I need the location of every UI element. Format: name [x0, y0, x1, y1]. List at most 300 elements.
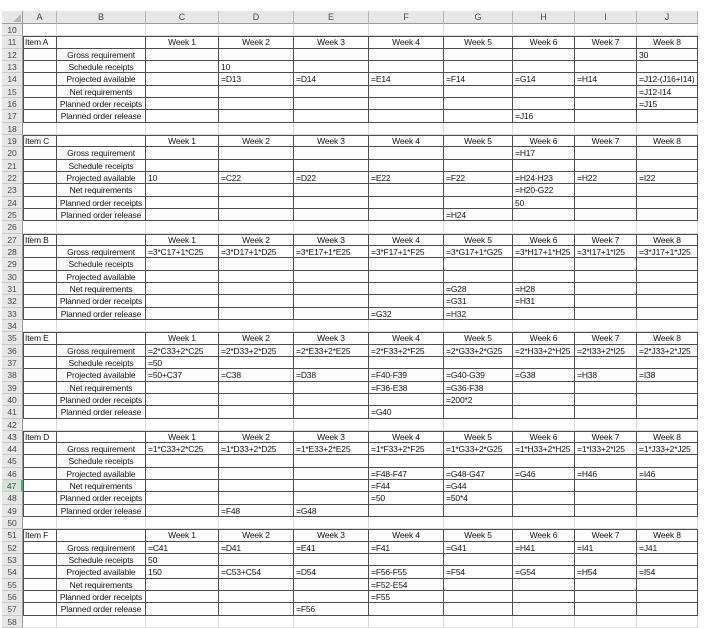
- cell-B18[interactable]: [57, 123, 146, 135]
- cell-A19[interactable]: Item C: [23, 135, 57, 147]
- cell-A28[interactable]: [23, 246, 57, 258]
- cell-I40[interactable]: [575, 394, 637, 406]
- cell-E13[interactable]: [294, 61, 369, 73]
- cell-G15[interactable]: [444, 86, 513, 98]
- cell-C47[interactable]: [146, 480, 219, 492]
- row-header-34[interactable]: 34: [2, 320, 23, 332]
- cell-F19[interactable]: Week 4: [369, 135, 444, 147]
- cell-F12[interactable]: [369, 49, 444, 61]
- cell-C56[interactable]: [146, 591, 219, 603]
- cell-A52[interactable]: [23, 542, 57, 554]
- cell-F27[interactable]: Week 4: [369, 234, 444, 246]
- cell-D17[interactable]: [219, 110, 294, 122]
- cell-F37[interactable]: [369, 357, 444, 369]
- cell-A17[interactable]: [23, 110, 57, 122]
- cell-D57[interactable]: [219, 603, 294, 615]
- cell-C40[interactable]: [146, 394, 219, 406]
- cell-A27[interactable]: Item B: [23, 234, 57, 246]
- cell-I30[interactable]: [575, 271, 637, 283]
- cell-J16[interactable]: =J15: [637, 98, 698, 110]
- row-header-21[interactable]: 21: [2, 160, 23, 172]
- cell-J17[interactable]: [637, 110, 698, 122]
- cell-B47[interactable]: Net requirements: [57, 480, 146, 492]
- cell-J28[interactable]: =3*J17+1*J25: [637, 246, 698, 258]
- cell-C24[interactable]: [146, 197, 219, 209]
- cell-B50[interactable]: [57, 517, 146, 529]
- cell-D21[interactable]: [219, 160, 294, 172]
- cell-A16[interactable]: [23, 98, 57, 110]
- column-header-A[interactable]: A: [23, 11, 57, 24]
- cell-F57[interactable]: [369, 603, 444, 615]
- cell-E46[interactable]: [294, 468, 369, 480]
- cell-J11[interactable]: Week 8: [637, 36, 698, 48]
- cell-C31[interactable]: [146, 283, 219, 295]
- cell-B25[interactable]: Planned order release: [57, 209, 146, 221]
- cell-G13[interactable]: [444, 61, 513, 73]
- cell-F29[interactable]: [369, 258, 444, 270]
- cell-A41[interactable]: [23, 406, 57, 418]
- cell-C32[interactable]: [146, 295, 219, 307]
- row-header-16[interactable]: 16: [2, 98, 23, 110]
- cell-I32[interactable]: [575, 295, 637, 307]
- cell-A51[interactable]: Item F: [23, 529, 57, 541]
- row-header-56[interactable]: 56: [2, 591, 23, 603]
- cell-E23[interactable]: [294, 184, 369, 196]
- cell-G16[interactable]: [444, 98, 513, 110]
- cell-H39[interactable]: [513, 382, 575, 394]
- cell-B14[interactable]: Projected available: [57, 73, 146, 85]
- cell-H37[interactable]: [513, 357, 575, 369]
- cell-B29[interactable]: Schedule receipts: [57, 258, 146, 270]
- cell-G47[interactable]: =G44: [444, 480, 513, 492]
- cell-C52[interactable]: =C41: [146, 542, 219, 554]
- cell-J58[interactable]: [637, 616, 698, 628]
- row-header-14[interactable]: 14: [2, 73, 23, 85]
- cell-A14[interactable]: [23, 73, 57, 85]
- cell-J27[interactable]: Week 8: [637, 234, 698, 246]
- cell-G11[interactable]: Week 5: [444, 36, 513, 48]
- column-header-B[interactable]: B: [57, 11, 146, 24]
- cell-B24[interactable]: Planned order receipts: [57, 197, 146, 209]
- cell-B52[interactable]: Gross requirement: [57, 542, 146, 554]
- cell-C29[interactable]: [146, 258, 219, 270]
- cell-I23[interactable]: [575, 184, 637, 196]
- row-header-38[interactable]: 38: [2, 369, 23, 381]
- cell-I51[interactable]: Week 7: [575, 529, 637, 541]
- cell-G57[interactable]: [444, 603, 513, 615]
- row-header-31[interactable]: 31: [2, 283, 23, 295]
- cell-B54[interactable]: Projected available: [57, 566, 146, 578]
- cell-A30[interactable]: [23, 271, 57, 283]
- cell-I44[interactable]: =1*I33+2*I25: [575, 443, 637, 455]
- cell-H51[interactable]: Week 6: [513, 529, 575, 541]
- cell-E43[interactable]: Week 3: [294, 431, 369, 443]
- cell-C37[interactable]: =50: [146, 357, 219, 369]
- cell-H35[interactable]: Week 6: [513, 332, 575, 344]
- cell-I37[interactable]: [575, 357, 637, 369]
- cell-F15[interactable]: [369, 86, 444, 98]
- cell-D28[interactable]: =3*D17+1*D25: [219, 246, 294, 258]
- cell-J50[interactable]: [637, 517, 698, 529]
- cell-D48[interactable]: [219, 492, 294, 504]
- cell-C33[interactable]: [146, 308, 219, 320]
- cell-E45[interactable]: [294, 455, 369, 467]
- cell-E32[interactable]: [294, 295, 369, 307]
- cell-D36[interactable]: =2*D33+2*D25: [219, 345, 294, 357]
- cell-B53[interactable]: Schedule receipts: [57, 554, 146, 566]
- cell-J30[interactable]: [637, 271, 698, 283]
- cell-D30[interactable]: [219, 271, 294, 283]
- cell-B20[interactable]: Gross requirement: [57, 147, 146, 159]
- row-header-27[interactable]: 27: [2, 234, 23, 246]
- cell-A11[interactable]: Item A: [23, 36, 57, 48]
- cell-J52[interactable]: =J41: [637, 542, 698, 554]
- cell-A29[interactable]: [23, 258, 57, 270]
- cell-I31[interactable]: [575, 283, 637, 295]
- row-header-53[interactable]: 53: [2, 554, 23, 566]
- cell-I42[interactable]: [575, 419, 637, 431]
- cell-C49[interactable]: [146, 505, 219, 517]
- cell-G42[interactable]: [444, 419, 513, 431]
- cell-F58[interactable]: [369, 616, 444, 628]
- cell-C22[interactable]: 10: [146, 172, 219, 184]
- cell-F52[interactable]: =F41: [369, 542, 444, 554]
- cell-G50[interactable]: [444, 517, 513, 529]
- cell-A55[interactable]: [23, 579, 57, 591]
- cell-J26[interactable]: [637, 221, 698, 233]
- cell-F44[interactable]: =1*F33+2*F25: [369, 443, 444, 455]
- row-header-17[interactable]: 17: [2, 110, 23, 122]
- cell-H53[interactable]: [513, 554, 575, 566]
- cell-F32[interactable]: [369, 295, 444, 307]
- cell-I11[interactable]: Week 7: [575, 36, 637, 48]
- cell-I48[interactable]: [575, 492, 637, 504]
- cell-D24[interactable]: [219, 197, 294, 209]
- cell-E48[interactable]: [294, 492, 369, 504]
- cell-F49[interactable]: [369, 505, 444, 517]
- row-header-49[interactable]: 49: [2, 505, 23, 517]
- cell-D55[interactable]: [219, 579, 294, 591]
- row-header-33[interactable]: 33: [2, 308, 23, 320]
- cell-J57[interactable]: [637, 603, 698, 615]
- cell-I43[interactable]: Week 7: [575, 431, 637, 443]
- cell-D23[interactable]: [219, 184, 294, 196]
- cell-A54[interactable]: [23, 566, 57, 578]
- cell-H50[interactable]: [513, 517, 575, 529]
- cell-J39[interactable]: [637, 382, 698, 394]
- cell-E21[interactable]: [294, 160, 369, 172]
- cell-E14[interactable]: =D14: [294, 73, 369, 85]
- cell-C46[interactable]: [146, 468, 219, 480]
- cell-D45[interactable]: [219, 455, 294, 467]
- cell-A20[interactable]: [23, 147, 57, 159]
- cell-B27[interactable]: [57, 234, 146, 246]
- cell-F18[interactable]: [369, 123, 444, 135]
- cell-D43[interactable]: Week 2: [219, 431, 294, 443]
- cell-F23[interactable]: [369, 184, 444, 196]
- cell-A47[interactable]: [23, 480, 57, 492]
- row-header-12[interactable]: 12: [2, 49, 23, 61]
- cell-G21[interactable]: [444, 160, 513, 172]
- cell-I50[interactable]: [575, 517, 637, 529]
- cell-F14[interactable]: =E14: [369, 73, 444, 85]
- cell-B16[interactable]: Planned order receipts: [57, 98, 146, 110]
- cell-E34[interactable]: [294, 320, 369, 332]
- cell-A35[interactable]: Item E: [23, 332, 57, 344]
- cell-D15[interactable]: [219, 86, 294, 98]
- cell-G53[interactable]: [444, 554, 513, 566]
- cell-B40[interactable]: Planned order receipts: [57, 394, 146, 406]
- cell-J56[interactable]: [637, 591, 698, 603]
- cell-F40[interactable]: [369, 394, 444, 406]
- cell-C58[interactable]: [146, 616, 219, 628]
- cell-F45[interactable]: [369, 455, 444, 467]
- cell-G51[interactable]: Week 5: [444, 529, 513, 541]
- cell-C43[interactable]: Week 1: [146, 431, 219, 443]
- cell-D13[interactable]: 10: [219, 61, 294, 73]
- cell-J32[interactable]: [637, 295, 698, 307]
- cell-I15[interactable]: [575, 86, 637, 98]
- cell-D12[interactable]: [219, 49, 294, 61]
- cell-I53[interactable]: [575, 554, 637, 566]
- cell-J31[interactable]: [637, 283, 698, 295]
- cell-F26[interactable]: [369, 221, 444, 233]
- cell-E20[interactable]: [294, 147, 369, 159]
- row-header-32[interactable]: 32: [2, 295, 23, 307]
- cell-A13[interactable]: [23, 61, 57, 73]
- cell-E27[interactable]: Week 3: [294, 234, 369, 246]
- cell-H57[interactable]: [513, 603, 575, 615]
- cell-H30[interactable]: [513, 271, 575, 283]
- cell-C44[interactable]: =1*C33+2*C25: [146, 443, 219, 455]
- cell-H52[interactable]: =H41: [513, 542, 575, 554]
- cell-C23[interactable]: [146, 184, 219, 196]
- cell-D11[interactable]: Week 2: [219, 36, 294, 48]
- cell-A46[interactable]: [23, 468, 57, 480]
- cell-J24[interactable]: [637, 197, 698, 209]
- cell-J22[interactable]: =I22: [637, 172, 698, 184]
- row-header-52[interactable]: 52: [2, 542, 23, 554]
- cell-H43[interactable]: Week 6: [513, 431, 575, 443]
- cell-F51[interactable]: Week 4: [369, 529, 444, 541]
- row-header-45[interactable]: 45: [2, 455, 23, 467]
- cell-D37[interactable]: [219, 357, 294, 369]
- row-header-24[interactable]: 24: [2, 197, 23, 209]
- cell-B49[interactable]: Planned order release: [57, 505, 146, 517]
- cell-C27[interactable]: Week 1: [146, 234, 219, 246]
- cell-E41[interactable]: [294, 406, 369, 418]
- row-header-44[interactable]: 44: [2, 443, 23, 455]
- cell-A23[interactable]: [23, 184, 57, 196]
- row-header-48[interactable]: 48: [2, 492, 23, 504]
- cell-G14[interactable]: =F14: [444, 73, 513, 85]
- cell-H22[interactable]: =H24-H23: [513, 172, 575, 184]
- cell-B46[interactable]: Projected available: [57, 468, 146, 480]
- cell-B48[interactable]: Planned order receipts: [57, 492, 146, 504]
- cell-D51[interactable]: Week 2: [219, 529, 294, 541]
- cell-A36[interactable]: [23, 345, 57, 357]
- cell-C16[interactable]: [146, 98, 219, 110]
- cell-A18[interactable]: [23, 123, 57, 135]
- cell-I58[interactable]: [575, 616, 637, 628]
- cell-B45[interactable]: Schedule receipts: [57, 455, 146, 467]
- cell-A34[interactable]: [23, 320, 57, 332]
- cell-I12[interactable]: [575, 49, 637, 61]
- cell-F42[interactable]: [369, 419, 444, 431]
- cell-H10[interactable]: [513, 24, 575, 36]
- cell-B21[interactable]: Schedule receipts: [57, 160, 146, 172]
- cell-A57[interactable]: [23, 603, 57, 615]
- cell-C15[interactable]: [146, 86, 219, 98]
- cell-G54[interactable]: =F54: [444, 566, 513, 578]
- cell-F34[interactable]: [369, 320, 444, 332]
- cell-I38[interactable]: =H38: [575, 369, 637, 381]
- cell-E11[interactable]: Week 3: [294, 36, 369, 48]
- cell-H20[interactable]: =H17: [513, 147, 575, 159]
- cell-H55[interactable]: [513, 579, 575, 591]
- cell-E15[interactable]: [294, 86, 369, 98]
- cell-H38[interactable]: =G38: [513, 369, 575, 381]
- cell-G20[interactable]: [444, 147, 513, 159]
- cell-G48[interactable]: =50*4: [444, 492, 513, 504]
- cell-B26[interactable]: [57, 221, 146, 233]
- cell-G52[interactable]: =G41: [444, 542, 513, 554]
- cell-D46[interactable]: [219, 468, 294, 480]
- cell-B41[interactable]: Planned order release: [57, 406, 146, 418]
- cell-G35[interactable]: Week 5: [444, 332, 513, 344]
- cell-I46[interactable]: =H46: [575, 468, 637, 480]
- cell-D33[interactable]: [219, 308, 294, 320]
- cell-D53[interactable]: [219, 554, 294, 566]
- row-header-28[interactable]: 28: [2, 246, 23, 258]
- cell-E50[interactable]: [294, 517, 369, 529]
- cell-B55[interactable]: Net requirements: [57, 579, 146, 591]
- cell-A12[interactable]: [23, 49, 57, 61]
- cell-F47[interactable]: =F44: [369, 480, 444, 492]
- row-header-46[interactable]: 46: [2, 468, 23, 480]
- cell-A31[interactable]: [23, 283, 57, 295]
- cell-H54[interactable]: =G54: [513, 566, 575, 578]
- cell-G23[interactable]: [444, 184, 513, 196]
- cell-J14[interactable]: =J12-(J16+I14): [637, 73, 698, 85]
- cell-D47[interactable]: [219, 480, 294, 492]
- cell-F56[interactable]: =F55: [369, 591, 444, 603]
- cell-C12[interactable]: [146, 49, 219, 61]
- row-header-25[interactable]: 25: [2, 209, 23, 221]
- cell-E10[interactable]: [294, 24, 369, 36]
- cell-C34[interactable]: [146, 320, 219, 332]
- cell-F13[interactable]: [369, 61, 444, 73]
- cell-H28[interactable]: =3*H17+1*H25: [513, 246, 575, 258]
- cell-H12[interactable]: [513, 49, 575, 61]
- cell-C48[interactable]: [146, 492, 219, 504]
- cell-G41[interactable]: [444, 406, 513, 418]
- cell-B32[interactable]: Planned order receipts: [57, 295, 146, 307]
- cell-B13[interactable]: Schedule receipts: [57, 61, 146, 73]
- cell-D38[interactable]: =C38: [219, 369, 294, 381]
- cell-J20[interactable]: [637, 147, 698, 159]
- cell-J51[interactable]: Week 8: [637, 529, 698, 541]
- row-header-30[interactable]: 30: [2, 271, 23, 283]
- cell-F55[interactable]: =F52-E54: [369, 579, 444, 591]
- cell-I19[interactable]: Week 7: [575, 135, 637, 147]
- cell-D56[interactable]: [219, 591, 294, 603]
- column-header-J[interactable]: J: [637, 11, 698, 24]
- cell-G25[interactable]: =H24: [444, 209, 513, 221]
- cell-I13[interactable]: [575, 61, 637, 73]
- cell-D29[interactable]: [219, 258, 294, 270]
- cell-G56[interactable]: [444, 591, 513, 603]
- cell-D22[interactable]: =C22: [219, 172, 294, 184]
- cell-G38[interactable]: =G40-G39: [444, 369, 513, 381]
- row-header-13[interactable]: 13: [2, 61, 23, 73]
- cell-F16[interactable]: [369, 98, 444, 110]
- cell-B23[interactable]: Net requirements: [57, 184, 146, 196]
- cell-J12[interactable]: 30: [637, 49, 698, 61]
- cell-C17[interactable]: [146, 110, 219, 122]
- cell-G34[interactable]: [444, 320, 513, 332]
- cell-H18[interactable]: [513, 123, 575, 135]
- cell-E39[interactable]: [294, 382, 369, 394]
- cell-B42[interactable]: [57, 419, 146, 431]
- cell-H42[interactable]: [513, 419, 575, 431]
- cell-G31[interactable]: =G28: [444, 283, 513, 295]
- row-header-11[interactable]: 11: [2, 36, 23, 48]
- cell-F17[interactable]: [369, 110, 444, 122]
- cell-B11[interactable]: [57, 36, 146, 48]
- cell-G39[interactable]: =G36-F38: [444, 382, 513, 394]
- cell-J41[interactable]: [637, 406, 698, 418]
- cell-H45[interactable]: [513, 455, 575, 467]
- column-header-D[interactable]: D: [219, 11, 294, 24]
- cell-B22[interactable]: Projected available: [57, 172, 146, 184]
- cell-I26[interactable]: [575, 221, 637, 233]
- cell-J54[interactable]: =I54: [637, 566, 698, 578]
- cell-J13[interactable]: [637, 61, 698, 73]
- cell-E42[interactable]: [294, 419, 369, 431]
- cell-B10[interactable]: [57, 24, 146, 36]
- cell-C26[interactable]: [146, 221, 219, 233]
- cell-A39[interactable]: [23, 382, 57, 394]
- row-header-47[interactable]: 47: [2, 480, 23, 492]
- cell-F22[interactable]: =E22: [369, 172, 444, 184]
- cell-G30[interactable]: [444, 271, 513, 283]
- cell-I49[interactable]: [575, 505, 637, 517]
- cell-F39[interactable]: =F36-E38: [369, 382, 444, 394]
- cell-D18[interactable]: [219, 123, 294, 135]
- cell-J40[interactable]: [637, 394, 698, 406]
- cell-C45[interactable]: [146, 455, 219, 467]
- cell-C18[interactable]: [146, 123, 219, 135]
- cell-D44[interactable]: =1*D33+2*D25: [219, 443, 294, 455]
- cell-I25[interactable]: [575, 209, 637, 221]
- cell-E38[interactable]: =D38: [294, 369, 369, 381]
- cell-D20[interactable]: [219, 147, 294, 159]
- cell-D14[interactable]: =D13: [219, 73, 294, 85]
- cell-C54[interactable]: 150: [146, 566, 219, 578]
- cell-D19[interactable]: Week 2: [219, 135, 294, 147]
- cell-A49[interactable]: [23, 505, 57, 517]
- cell-G12[interactable]: [444, 49, 513, 61]
- cell-I17[interactable]: [575, 110, 637, 122]
- cell-H48[interactable]: [513, 492, 575, 504]
- column-header-F[interactable]: F: [369, 11, 444, 24]
- cell-J18[interactable]: [637, 123, 698, 135]
- cell-A45[interactable]: [23, 455, 57, 467]
- cell-H36[interactable]: =2*H33+2*H25: [513, 345, 575, 357]
- cell-J55[interactable]: [637, 579, 698, 591]
- cell-C10[interactable]: [146, 24, 219, 36]
